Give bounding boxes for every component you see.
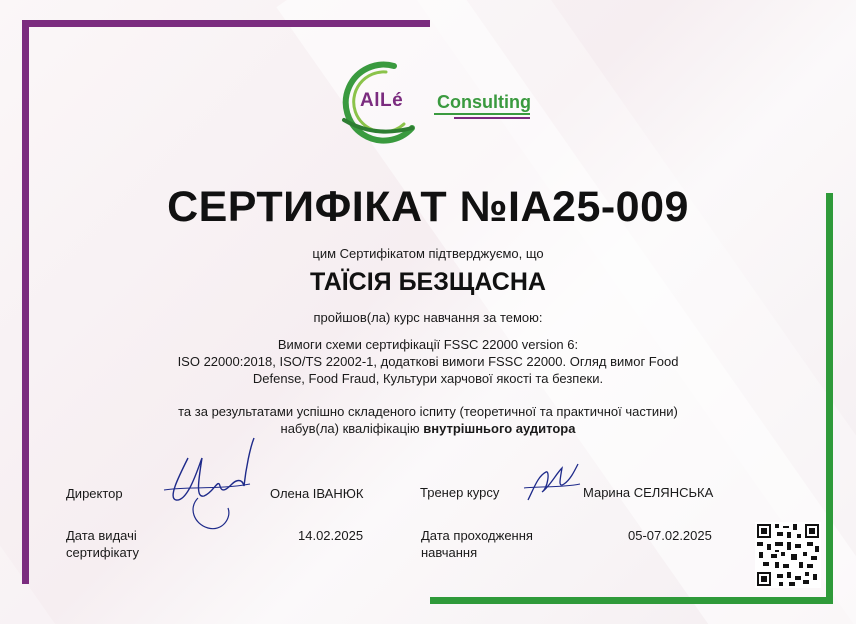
- trainer-signature: [520, 458, 584, 508]
- passed-text: пройшов(ла) курс навчання за темою:: [313, 310, 543, 325]
- course-line: Defense, Food Fraud, Культури харчової якості та безпеки.: [252, 371, 604, 386]
- training-date-label: [421, 527, 533, 561]
- trainer-label: Тренер курсу: [420, 485, 500, 500]
- result-line: та за результатами успішно складеного іспиту (теоретичної та практичної частини): [178, 404, 678, 419]
- director-label: Директор: [66, 486, 123, 501]
- qualification: внутрішнього аудитора: [423, 421, 576, 436]
- trainer-name: Марина СЕЛЯНСЬКА: [583, 485, 714, 500]
- logo-subtitle: Consulting: [437, 92, 531, 112]
- result-prefix: набув(ла) кваліфікацію: [280, 421, 424, 436]
- training-date-value: 05-07.02.2025: [628, 528, 712, 543]
- confirm-text: цим Сертифікатом підтверджуємо, що: [312, 246, 544, 261]
- director-name: Олена ІВАНЮК: [270, 486, 364, 501]
- green-frame-bottom: [430, 597, 833, 604]
- course-line: ISO 22000:2018, ISO/TS 22002-1, додаткові вимоги FSSC 22000. Огляд вимог Food: [177, 354, 679, 369]
- training-date-label-line: Дата проходження: [421, 528, 533, 543]
- issue-date-label: [66, 527, 139, 561]
- training-date-label-line: навчання: [421, 545, 478, 560]
- director-signature: [158, 428, 258, 540]
- purple-frame-left: [22, 20, 29, 584]
- qr-code-icon[interactable]: [755, 522, 821, 588]
- course-line: Вимоги схеми сертифікації FSSC 22000 version 6:: [277, 337, 579, 352]
- purple-frame-top: [22, 20, 430, 27]
- recipient-name: ТАЇСІЯ БЕЗЩАСНА: [310, 268, 546, 296]
- issue-date-value: 14.02.2025: [298, 528, 364, 543]
- logo-brand: AlLé: [360, 90, 404, 111]
- issue-date-label-line: Дата видачі: [66, 528, 137, 543]
- course-description: [120, 336, 736, 387]
- certificate-title: СЕРТИФІКАТ №IA25-009: [167, 183, 689, 231]
- issue-date-label-line: сертифікату: [66, 545, 139, 560]
